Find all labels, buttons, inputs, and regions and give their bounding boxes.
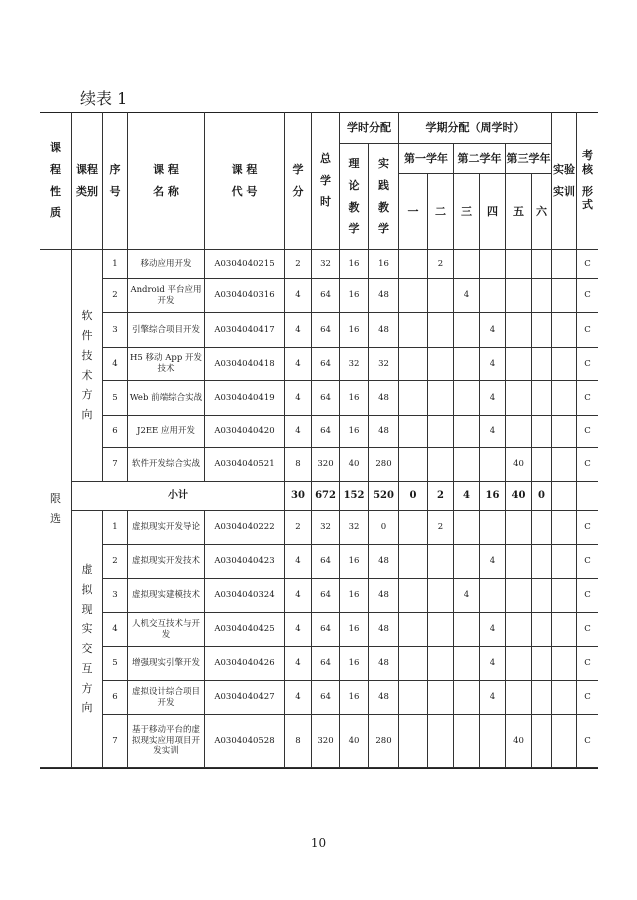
- table-cell-exam: C: [577, 681, 598, 715]
- table-cell-lab: [552, 647, 577, 681]
- table-cell-code: A0304040423: [205, 545, 285, 579]
- table-cell-lab: [552, 715, 577, 768]
- group2-category-part: 虚: [81, 563, 93, 576]
- table-cell-lab: [552, 313, 577, 348]
- table-cell-lab: [552, 545, 577, 579]
- table-cell-t4: 4: [480, 381, 506, 416]
- table-cell-lab: [552, 279, 577, 313]
- table-cell-name: 移动应用开发: [128, 250, 205, 279]
- table-cell-t3: [454, 348, 480, 381]
- table-cell-practice: 48: [369, 545, 399, 579]
- table-cell-t3: [454, 511, 480, 545]
- table-cell-t1: [399, 613, 428, 647]
- table-cell-practice: 280: [369, 715, 399, 768]
- table-cell-exam: C: [577, 579, 598, 613]
- header-theory-part: 理: [348, 157, 360, 170]
- table-cell-seq: 4: [103, 348, 128, 381]
- table-cell-practice: 48: [369, 279, 399, 313]
- table-cell-t5: 40: [506, 448, 532, 482]
- table-cell-seq: 1: [103, 511, 128, 545]
- table-cell-t5: [506, 681, 532, 715]
- table-cell-t2: [428, 715, 454, 768]
- table-cell-exam: C: [577, 448, 598, 482]
- table-cell-t1: [399, 250, 428, 279]
- subtotal-t6: 0: [532, 482, 552, 511]
- table-cell-t5: [506, 416, 532, 448]
- subtotal-label: 小计: [72, 482, 285, 511]
- table-cell-t6: [532, 313, 552, 348]
- group1-category-part: 术: [81, 368, 93, 382]
- header-code-part: 代 号: [231, 184, 258, 198]
- table-cell-total: 64: [312, 348, 340, 381]
- table-cell-name: 虚拟现实开发导论: [128, 511, 205, 545]
- table-cell-t6: [532, 613, 552, 647]
- table-cell-name: 增强现实引擎开发: [128, 647, 205, 681]
- table-cell-total: 32: [312, 511, 340, 545]
- header-nature-part: 课: [50, 141, 61, 154]
- header-code: [205, 112, 285, 250]
- table-cell-practice: 48: [369, 416, 399, 448]
- table-cell-total: 64: [312, 579, 340, 613]
- table-cell-total: 64: [312, 313, 340, 348]
- table-cell-t3: [454, 448, 480, 482]
- header-term: 四: [480, 174, 506, 250]
- header-theory: [340, 144, 369, 250]
- table-cell-theory: 16: [340, 279, 369, 313]
- subtotal-t4: 16: [480, 482, 506, 511]
- table-cell-code: A0304040419: [205, 381, 285, 416]
- table-cell-seq: 3: [103, 579, 128, 613]
- group1-category: [72, 250, 103, 482]
- table-cell-name: 虚拟现实开发技术: [128, 545, 205, 579]
- header-seq-part: 号: [109, 184, 121, 198]
- subtotal-exam: [577, 482, 598, 511]
- table-cell-t2: 2: [428, 511, 454, 545]
- table-cell-lab: [552, 448, 577, 482]
- table-cell-exam: C: [577, 313, 598, 348]
- table-cell-t1: [399, 545, 428, 579]
- table-cell-name: Web 前端综合实战: [128, 381, 205, 416]
- course-table: [40, 112, 598, 768]
- header-total-hours-part: 时: [320, 195, 331, 209]
- table-cell-t5: [506, 381, 532, 416]
- table-cell-total: 64: [312, 279, 340, 313]
- table-cell-credits: 4: [285, 545, 312, 579]
- header-hours-dist: 学时分配: [340, 112, 399, 144]
- header-lab-part: 实验: [553, 162, 575, 176]
- table-cell-theory: 16: [340, 647, 369, 681]
- table-cell-code: A0304040316: [205, 279, 285, 313]
- table-cell-t1: [399, 681, 428, 715]
- table-cell-seq: 6: [103, 416, 128, 448]
- table-cell-credits: 8: [285, 715, 312, 768]
- table-cell-t3: [454, 313, 480, 348]
- group2-category-part: 现: [81, 602, 93, 616]
- table-cell-practice: 48: [369, 613, 399, 647]
- subtotal-credits: 30: [285, 482, 312, 511]
- header-total-hours-part: 学: [320, 173, 331, 187]
- table-cell-t6: [532, 579, 552, 613]
- group1-category-part: 件: [81, 329, 93, 342]
- header-practice-part: 践: [378, 178, 389, 192]
- table-cell-code: A0304040417: [205, 313, 285, 348]
- table-cell-theory: 16: [340, 250, 369, 279]
- table-cell-practice: 280: [369, 448, 399, 482]
- table-cell-credits: 4: [285, 579, 312, 613]
- table-cell-t1: [399, 579, 428, 613]
- table-cell-credits: 4: [285, 381, 312, 416]
- table-cell-t6: [532, 681, 552, 715]
- header-year1: 第一学年: [399, 144, 454, 174]
- table-cell-t3: 4: [454, 279, 480, 313]
- table-cell-t1: [399, 416, 428, 448]
- table-cell-t5: 40: [506, 715, 532, 768]
- table-cell-lab: [552, 579, 577, 613]
- table-cell-t1: [399, 511, 428, 545]
- table-cell-practice: 48: [369, 579, 399, 613]
- subtotal-t1: 0: [399, 482, 428, 511]
- table-cell-total: 64: [312, 545, 340, 579]
- header-category: [72, 112, 103, 250]
- subtotal-lab: [552, 482, 577, 511]
- table-cell-t4: 4: [480, 348, 506, 381]
- table-cell-code: A0304040528: [205, 715, 285, 768]
- table-cell-lab: [552, 416, 577, 448]
- table-cell-t6: [532, 381, 552, 416]
- table-cell-total: 64: [312, 613, 340, 647]
- table-cell-lab: [552, 381, 577, 416]
- table-cell-credits: 2: [285, 511, 312, 545]
- table-cell-t6: [532, 250, 552, 279]
- table-cell-t6: [532, 647, 552, 681]
- table-cell-code: A0304040521: [205, 448, 285, 482]
- table-cell-t3: 4: [454, 579, 480, 613]
- header-name-part: 课 程: [153, 162, 179, 176]
- subtotal-total: 672: [312, 482, 340, 511]
- table-cell-total: 320: [312, 715, 340, 768]
- table-cell-t4: 4: [480, 681, 506, 715]
- table-cell-exam: C: [577, 545, 598, 579]
- header-total-hours-part: 总: [320, 151, 331, 165]
- table-cell-name: 软件开发综合实战: [128, 448, 205, 482]
- table-cell-code: A0304040420: [205, 416, 285, 448]
- header-theory-part: 论: [348, 178, 360, 192]
- page-number: 10: [310, 836, 327, 850]
- group2-category: [72, 511, 103, 768]
- group2-category-part: 交: [81, 642, 93, 655]
- header-exam-part: 形式: [582, 184, 593, 212]
- table-cell-total: 64: [312, 381, 340, 416]
- header-practice-part: 教: [378, 200, 389, 214]
- table-cell-name: H5 移动 App 开发技术: [128, 348, 205, 381]
- table-cell-t6: [532, 416, 552, 448]
- table-cell-t3: [454, 381, 480, 416]
- header-term: 六: [532, 174, 552, 250]
- table-cell-theory: 16: [340, 416, 369, 448]
- header-category-part: 类别: [76, 184, 98, 198]
- table-cell-t4: [480, 511, 506, 545]
- table-cell-t1: [399, 313, 428, 348]
- table-cell-exam: C: [577, 613, 598, 647]
- table-cell-credits: 4: [285, 681, 312, 715]
- table-cell-credits: 4: [285, 313, 312, 348]
- table-cell-t4: 4: [480, 313, 506, 348]
- table-cell-credits: 4: [285, 613, 312, 647]
- table-cell-t4: 4: [480, 613, 506, 647]
- table-cell-seq: 4: [103, 613, 128, 647]
- header-seq: [103, 112, 128, 250]
- table-cell-t2: [428, 613, 454, 647]
- header-category-part: 课程: [76, 162, 98, 176]
- table-cell-seq: 7: [103, 715, 128, 768]
- table-cell-credits: 4: [285, 279, 312, 313]
- table-cell-code: A0304040222: [205, 511, 285, 545]
- table-cell-exam: C: [577, 715, 598, 768]
- table-cell-t2: [428, 381, 454, 416]
- table-cell-theory: 40: [340, 448, 369, 482]
- table-cell-credits: 2: [285, 250, 312, 279]
- table-cell-t5: [506, 613, 532, 647]
- header-lab: [552, 112, 577, 250]
- header-theory-part: 学: [348, 222, 360, 236]
- header-seq-part: 序: [109, 162, 121, 176]
- table-cell-code: A0304040215: [205, 250, 285, 279]
- table-cell-seq: 2: [103, 279, 128, 313]
- table-cell-seq: 3: [103, 313, 128, 348]
- table-cell-t3: [454, 647, 480, 681]
- table-cell-theory: 16: [340, 381, 369, 416]
- table-cell-theory: 16: [340, 579, 369, 613]
- table-cell-practice: 48: [369, 681, 399, 715]
- table-cell-code: A0304040427: [205, 681, 285, 715]
- table-cell-t4: [480, 250, 506, 279]
- table-cell-theory: 32: [340, 511, 369, 545]
- table-cell-seq: 6: [103, 681, 128, 715]
- table-cell-t4: [480, 715, 506, 768]
- table-cell-t5: [506, 579, 532, 613]
- table-cell-lab: [552, 613, 577, 647]
- table-cell-seq: 7: [103, 448, 128, 482]
- table-cell-theory: 16: [340, 613, 369, 647]
- table-cell-t5: [506, 647, 532, 681]
- table-cell-name: 人机交互技术与开发: [128, 613, 205, 647]
- header-exam: [577, 112, 598, 250]
- table-cell-lab: [552, 348, 577, 381]
- table-cell-t3: [454, 681, 480, 715]
- table-cell-t3: [454, 545, 480, 579]
- header-name: [128, 112, 205, 250]
- table-cell-t1: [399, 448, 428, 482]
- course-nature-part: 限: [50, 491, 61, 505]
- table-cell-t6: [532, 545, 552, 579]
- table-cell-theory: 32: [340, 348, 369, 381]
- header-term-dist: 学期分配（周学时）: [399, 112, 552, 144]
- table-cell-practice: 48: [369, 647, 399, 681]
- table-cell-t2: [428, 348, 454, 381]
- header-name-part: 名 称: [153, 184, 179, 198]
- table-cell-t4: 4: [480, 647, 506, 681]
- table-cell-t2: [428, 545, 454, 579]
- table-cell-t2: [428, 416, 454, 448]
- table-cell-practice: 32: [369, 348, 399, 381]
- table-cell-exam: C: [577, 348, 598, 381]
- table-cell-total: 32: [312, 250, 340, 279]
- table-cell-exam: C: [577, 511, 598, 545]
- table-cell-t1: [399, 647, 428, 681]
- table-cell-t3: [454, 416, 480, 448]
- course-nature: [40, 250, 72, 768]
- table-cell-credits: 4: [285, 348, 312, 381]
- header-credits: [285, 112, 312, 250]
- table-cell-practice: 48: [369, 381, 399, 416]
- table-cell-t2: [428, 448, 454, 482]
- table-cell-name: 引擎综合项目开发: [128, 313, 205, 348]
- table-cell-name: J2EE 应用开发: [128, 416, 205, 448]
- table-bottom-rule: [40, 768, 598, 769]
- header-practice-part: 学: [378, 222, 389, 236]
- header-exam-part: 考核: [582, 149, 593, 176]
- table-cell-name: 虚拟设计综合项目开发: [128, 681, 205, 715]
- table-cell-t5: [506, 313, 532, 348]
- table-cell-t1: [399, 381, 428, 416]
- table-cell-t4: 4: [480, 416, 506, 448]
- header-theory-part: 教: [348, 200, 360, 214]
- table-cell-t5: [506, 348, 532, 381]
- group1-category-part: 向: [81, 408, 93, 421]
- table-cell-credits: 4: [285, 416, 312, 448]
- group1-category-part: 方: [81, 388, 93, 402]
- table-cell-t6: [532, 348, 552, 381]
- table-cell-seq: 5: [103, 647, 128, 681]
- table-cell-total: 320: [312, 448, 340, 482]
- table-cell-code: A0304040425: [205, 613, 285, 647]
- table-cell-seq: 2: [103, 545, 128, 579]
- table-cell-exam: C: [577, 250, 598, 279]
- table-cell-seq: 1: [103, 250, 128, 279]
- table-cell-theory: 16: [340, 545, 369, 579]
- subtotal-theory: 152: [340, 482, 369, 511]
- table-cell-t5: [506, 545, 532, 579]
- table-cell-exam: C: [577, 381, 598, 416]
- table-cell-t5: [506, 250, 532, 279]
- table-cell-practice: 0: [369, 511, 399, 545]
- header-nature: [40, 112, 72, 250]
- group1-category-part: 技: [81, 348, 93, 362]
- header-lab-part: 实训: [553, 184, 575, 198]
- table-cell-t2: [428, 313, 454, 348]
- table-cell-t2: [428, 681, 454, 715]
- header-year2: 第二学年: [454, 144, 506, 174]
- group2-category-part: 方: [81, 681, 93, 695]
- header-nature-part: 性: [50, 184, 61, 198]
- table-cell-name: Android 平台应用开发: [128, 279, 205, 313]
- table-cell-practice: 48: [369, 313, 399, 348]
- table-cell-exam: C: [577, 647, 598, 681]
- table-cell-t2: 2: [428, 250, 454, 279]
- table-cell-practice: 16: [369, 250, 399, 279]
- table-cell-total: 64: [312, 681, 340, 715]
- header-term: 五: [506, 174, 532, 250]
- table-cell-t4: [480, 448, 506, 482]
- header-credits-part: 学: [292, 162, 304, 176]
- table-cell-total: 64: [312, 416, 340, 448]
- table-cell-t2: [428, 579, 454, 613]
- table-cell-t3: [454, 715, 480, 768]
- table-cell-t5: [506, 511, 532, 545]
- table-cell-t5: [506, 279, 532, 313]
- group2-category-part: 向: [81, 701, 93, 715]
- table-cell-t6: [532, 511, 552, 545]
- table-cell-code: A0304040324: [205, 579, 285, 613]
- header-year3: 第三学年: [506, 144, 552, 174]
- table-cell-t4: [480, 279, 506, 313]
- subtotal-practice: 520: [369, 482, 399, 511]
- table-cell-seq: 5: [103, 381, 128, 416]
- table-cell-lab: [552, 681, 577, 715]
- table-cell-t6: [532, 715, 552, 768]
- table-cell-credits: 4: [285, 647, 312, 681]
- table-cell-t6: [532, 448, 552, 482]
- header-term: 一: [399, 174, 428, 250]
- header-nature-part: 质: [50, 206, 61, 220]
- header-practice: [369, 144, 399, 250]
- table-cell-t1: [399, 715, 428, 768]
- table-cell-theory: 16: [340, 313, 369, 348]
- table-cell-t1: [399, 279, 428, 313]
- table-cell-t4: 4: [480, 545, 506, 579]
- table-cell-t1: [399, 348, 428, 381]
- group2-category-part: 互: [81, 661, 93, 675]
- table-cell-exam: C: [577, 279, 598, 313]
- table-cell-credits: 8: [285, 448, 312, 482]
- table-cell-name: 虚拟现实建模技术: [128, 579, 205, 613]
- subtotal-t2: 2: [428, 482, 454, 511]
- table-cell-t6: [532, 279, 552, 313]
- table-cell-lab: [552, 250, 577, 279]
- subtotal-t3: 4: [454, 482, 480, 511]
- table-cell-name: 基于移动平台的虚拟现实应用项目开发实训: [128, 715, 205, 768]
- table-cell-t2: [428, 647, 454, 681]
- table-cell-exam: C: [577, 416, 598, 448]
- table-cell-code: A0304040418: [205, 348, 285, 381]
- header-term: 二: [428, 174, 454, 250]
- table-cell-total: 64: [312, 647, 340, 681]
- table-cell-t3: [454, 250, 480, 279]
- table-cell-theory: 16: [340, 681, 369, 715]
- table-cell-lab: [552, 511, 577, 545]
- group1-category-part: 软: [81, 309, 93, 323]
- group2-category-part: 拟: [81, 582, 93, 596]
- header-credits-part: 分: [292, 184, 304, 198]
- subtotal-t5: 40: [506, 482, 532, 511]
- header-code-part: 课 程: [231, 162, 258, 176]
- course-nature-part: 选: [50, 511, 61, 525]
- header-practice-part: 实: [378, 157, 389, 170]
- table-cell-theory: 40: [340, 715, 369, 768]
- table-cell-t3: [454, 613, 480, 647]
- header-nature-part: 程: [50, 162, 61, 176]
- table-cell-code: A0304040426: [205, 647, 285, 681]
- group2-category-part: 实: [81, 622, 93, 636]
- table-cell-t4: [480, 579, 506, 613]
- header-total-hours: [312, 112, 340, 250]
- table-cell-t2: [428, 279, 454, 313]
- header-term: 三: [454, 174, 480, 250]
- table-caption: 续表 1: [80, 89, 128, 108]
